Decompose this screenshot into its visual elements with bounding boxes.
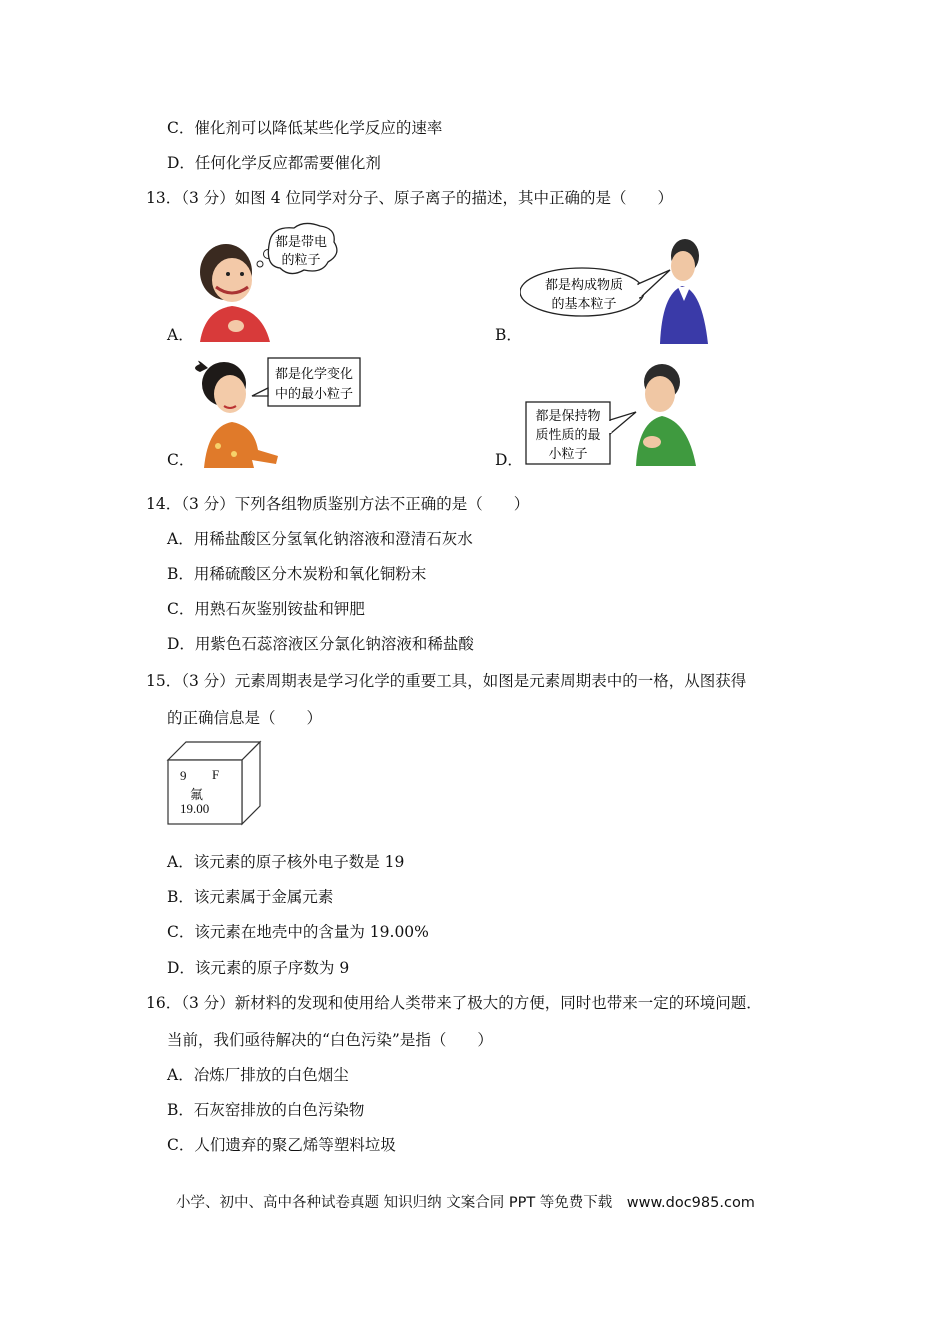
q15-stem-line-2: 的正确信息是（ ） bbox=[167, 709, 323, 727]
q13-figure-d bbox=[524, 362, 704, 466]
element-symbol: F bbox=[212, 767, 220, 782]
q13-option-c-label: C． bbox=[167, 451, 195, 469]
q15-option-d: D．该元素的原子序数为 9 bbox=[167, 959, 350, 977]
q16-option-a: A．冶炼厂排放的白色烟尘 bbox=[167, 1066, 349, 1084]
q15-option-c: C．该元素在地壳中的含量为 19.00% bbox=[167, 923, 429, 941]
q13-b-bubble-line-1: 都是构成物质 bbox=[544, 278, 624, 293]
q13-figure-a bbox=[190, 222, 340, 342]
q13-a-bubble-line-2: 的粒子 bbox=[281, 253, 321, 268]
q14-option-a: A．用稀盐酸区分氢氧化钠溶液和澄清石灰水 bbox=[167, 530, 473, 548]
element-atomic-number: 9 bbox=[180, 768, 187, 783]
q16-stem-line-2: 当前，我们亟待解决的“白色污染”是指（ ） bbox=[167, 1031, 493, 1049]
q16-option-c: C．人们遗弃的聚乙烯等塑料垃圾 bbox=[167, 1136, 396, 1154]
q16-stem-line-1: 16．（3 分）新材料的发现和使用给人类带来了极大的方便，同时也带来一定的环境问题． bbox=[146, 994, 762, 1012]
q16-option-b: B．石灰窑排放的白色污染物 bbox=[167, 1101, 365, 1119]
periodic-table-cell bbox=[166, 740, 262, 826]
element-name: 氟 bbox=[190, 788, 204, 803]
q13-c-bubble-line-1: 都是化学变化 bbox=[274, 367, 354, 382]
q13-b-bubble-line-2: 的基本粒子 bbox=[551, 297, 617, 312]
q15-stem-line-1: 15．（3 分）元素周期表是学习化学的重要工具，如图是元素周期表中的一格，从图获得 bbox=[146, 672, 747, 690]
page-footer-ad: 小学、初中、高中各种试卷真题 知识归纳 文案合同 PPT 等免费下载 www.doc985.com bbox=[176, 1195, 755, 1211]
q13-stem: 13．（3 分）如图 4 位同学对分子、原子离子的描述，其中正确的是（ ） bbox=[146, 189, 673, 207]
q14-option-b: B．用稀硫酸区分木炭粉和氧化铜粉末 bbox=[167, 565, 427, 583]
q13-d-bubble-line-1: 都是保持物 bbox=[535, 409, 601, 424]
q13-c-bubble-line-2: 中的最小粒子 bbox=[274, 387, 354, 402]
q13-d-bubble-line-3: 小粒子 bbox=[548, 447, 588, 462]
q13-a-bubble-line-1: 都是带电 bbox=[274, 235, 328, 250]
q13-figure-c bbox=[190, 354, 370, 468]
q15-option-b: B．该元素属于金属元素 bbox=[167, 888, 334, 906]
q14-option-c: C．用熟石灰鉴别铵盐和钾肥 bbox=[167, 600, 365, 618]
q13-option-a-label: A． bbox=[167, 326, 194, 344]
q12-option-d: D．任何化学反应都需要催化剂 bbox=[167, 154, 381, 172]
q14-stem: 14．（3 分）下列各组物质鉴别方法不正确的是（ ） bbox=[146, 495, 530, 513]
q13-option-b-label: B． bbox=[495, 326, 522, 344]
q15-option-a: A．该元素的原子核外电子数是 19 bbox=[167, 853, 405, 871]
q14-option-d: D．用紫色石蕊溶液区分氯化钠溶液和稀盐酸 bbox=[167, 635, 474, 653]
element-atomic-mass: 19.00 bbox=[180, 801, 210, 816]
q12-option-c: C．催化剂可以降低某些化学反应的速率 bbox=[167, 119, 443, 137]
q13-option-d-label: D． bbox=[495, 451, 523, 469]
q13-figure-b bbox=[520, 232, 720, 344]
q13-d-bubble-line-2: 质性质的最 bbox=[535, 428, 601, 443]
